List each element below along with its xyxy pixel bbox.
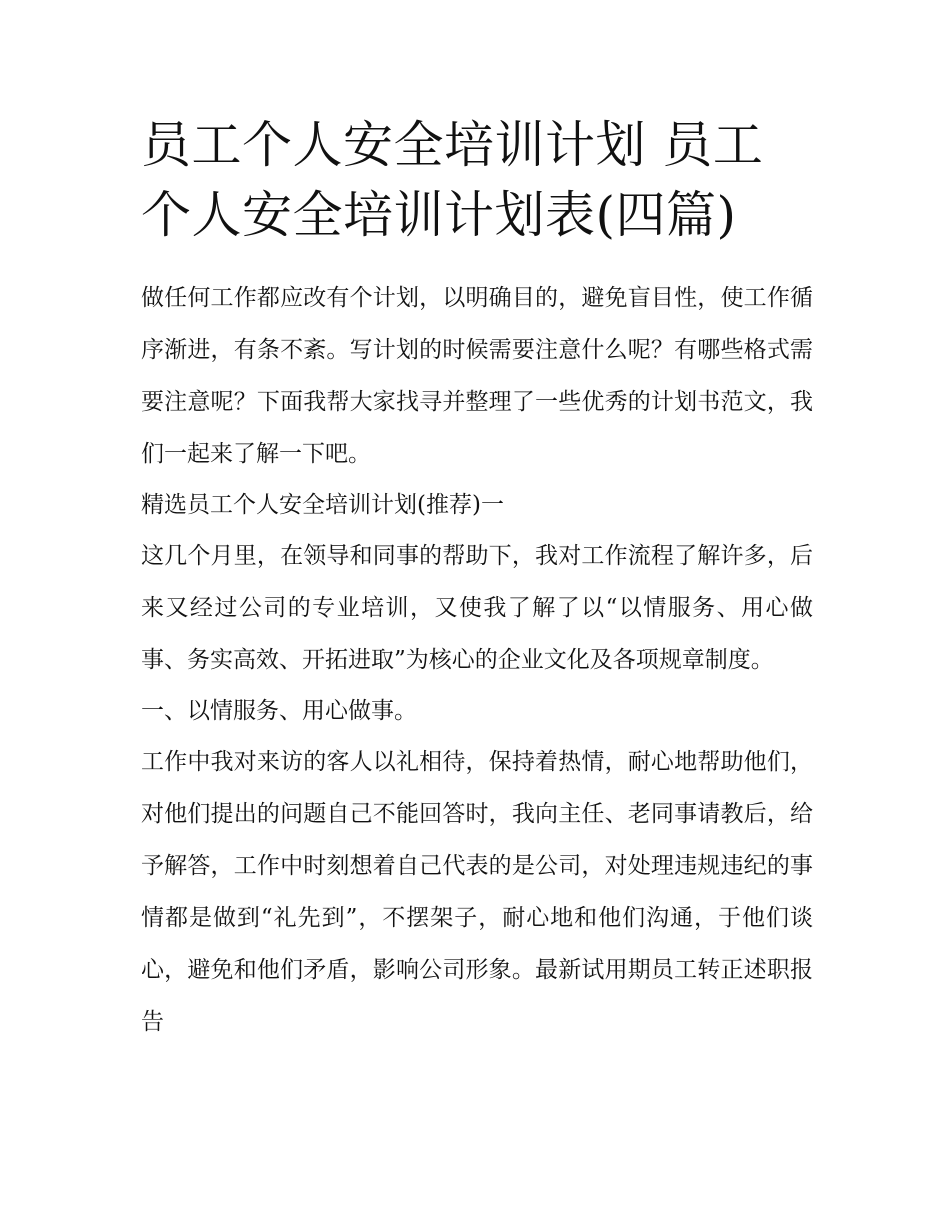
- body-paragraph-1: 这几个月里，在领导和同事的帮助下，我对工作流程了解许多，后来又经过公司的专业培训，又使我了解了以“以情服务、用心做事、务实高效、开拓进取”为核心的企业文化及各项规章制度。: [141, 543, 813, 673]
- section-title: 精选员工个人安全培训计划(推荐)一: [141, 492, 504, 518]
- document-page: [141, 110, 813, 1048]
- document-body: [141, 272, 813, 1048]
- intro-paragraph: 做任何工作都应改有个计划，以明确目的，避免盲目性，使工作循序渐进，有条不紊。写计划的时候需要注意什么呢？有哪些格式需要注意呢？下面我帮大家找寻并整理了一些优秀的计划书范文，我们一起来了解一下吧。: [141, 285, 813, 467]
- subheading-1: 一、以情服务、用心做事。: [141, 698, 417, 724]
- document-title: 员工个人安全培训计划 员工个人安全培训计划表(四篇): [141, 116, 764, 244]
- body-paragraph-2: 工作中我对来访的客人以礼相待，保持着热情，耐心地帮助他们，对他们提出的问题自己不能回答时，我向主任、老同事请教后，给予解答，工作中时刻想着自己代表的是公司，对处理违规违纪的事情都是做到“礼先到”，不摆架子，耐心地和他们沟通，于他们谈心，避免和他们矛盾，影响公司形象。最新试用期员工转正述职报告: [141, 749, 813, 1035]
